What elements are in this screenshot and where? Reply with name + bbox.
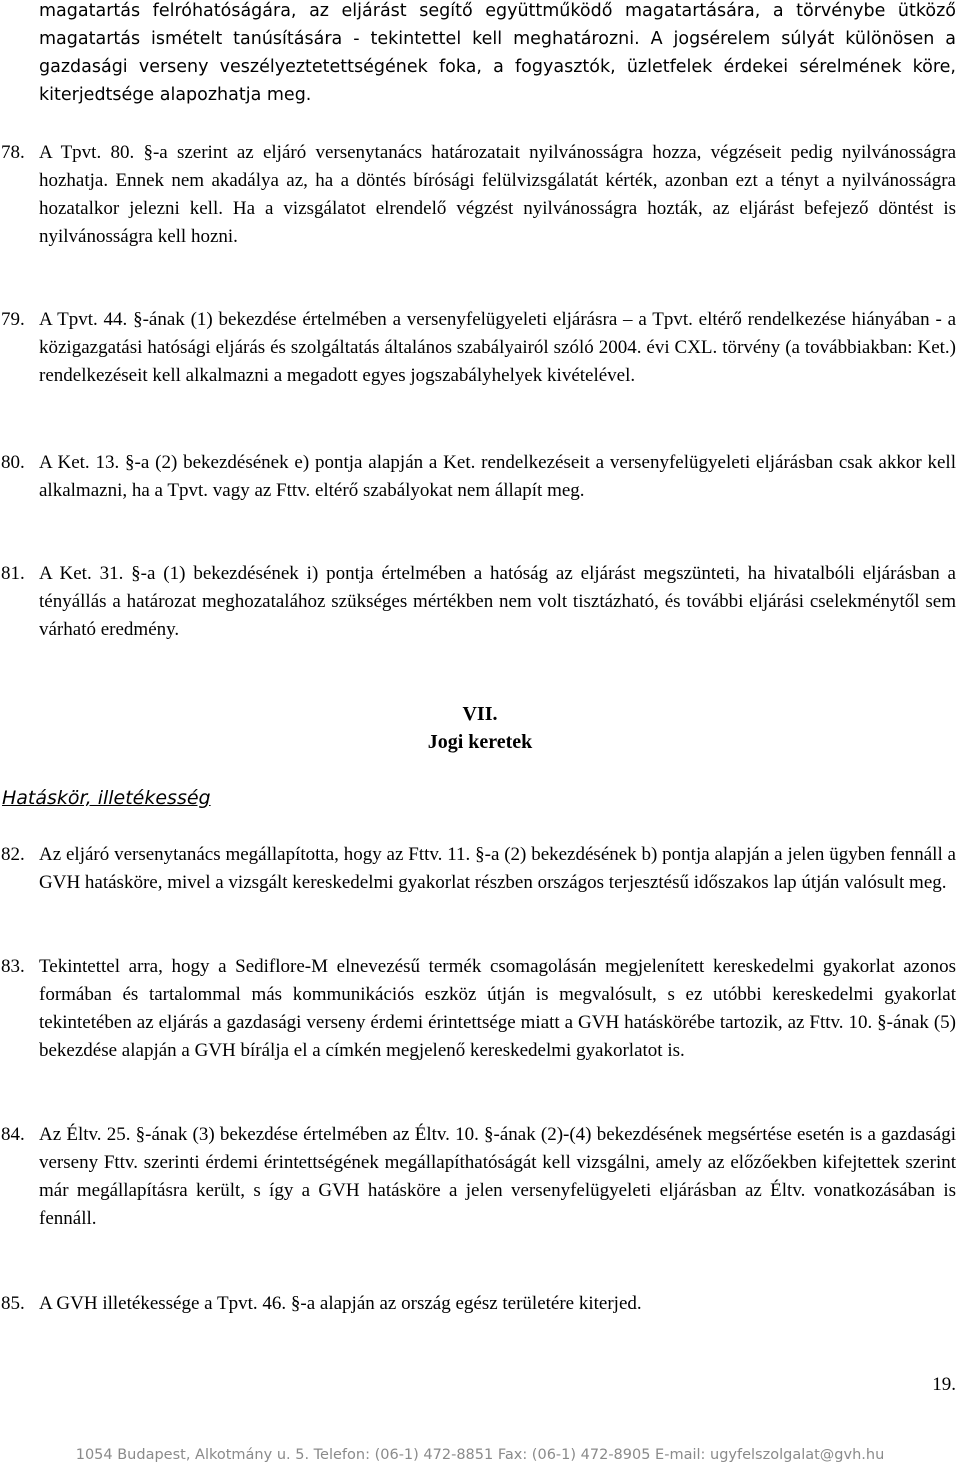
paragraph-text: magatartás felróhatóságára, az eljárást segítő együttműködő magatartására, a törvénybe ütköző magatartás ismételt tanúsítására - tekintettel kell meghatározni. A jogsérelem súlyát különösen a gazdasági verseny veszélyeztetettségének foka, a fogyasztók, üzletfelek érdekei sérelmének köre, kiterjedtsége alapozhatja meg. [39, 1, 956, 105]
paragraph-number: 78. [1, 142, 25, 163]
page-footer: 1054 Budapest, Alkotmány u. 5. Telefon: (06-1) 472-8851 Fax: (06-1) 472-8905 E-mail: ugyfelszolgalat@gvh.hu [75, 1447, 885, 1463]
paragraph-80 [1, 449, 956, 505]
section-subheading: Hatáskör, illetékesség [2, 787, 211, 809]
paragraph-81 [1, 560, 956, 644]
chapter-heading [0, 700, 960, 756]
paragraph-text: Az Éltv. 25. §-ának (3) bekezdése értelmében az Éltv. 10. §-ának (2)-(4) bekezdésének megsértése esetén is a gazdasági verseny Fttv. szerinti érdemi érintettségének megállapíthatóságát kell vizsgálni, amely az előzőekben kifejtettek szerint már megállapításra került, s így a GVH hatásköre a jelen versenyfelügyeleti eljárásban az Éltv. vonatkozásában is fennáll. [39, 1124, 956, 1229]
paragraph-number: 83. [1, 956, 25, 977]
paragraph-text: Az eljáró versenytanács megállapította, hogy az Fttv. 11. §-a (2) bekezdésének b) pontja alapján a jelen ügyben fennáll a GVH hatásköre, mivel a vizsgált kereskedelmi gyakorlat részben országos terjesztésű időszakos lap útján valósult meg. [39, 844, 956, 893]
paragraph-text: A Ket. 13. §-a (2) bekezdésének e) pontja alapján a Ket. rendelkezéseit a versenyfelügyeleti eljárásban csak akkor kell alkalmazni, ha a Tpvt. vagy az Fttv. eltérő szabályokat nem állapít meg. [39, 452, 956, 501]
page-number: 19. [932, 1374, 956, 1395]
paragraph-text: A Ket. 31. §-a (1) bekezdésének i) pontja értelmében a hatóság az eljárást megszünteti, ha hivatalbóli eljárásban a tényállás a határozat meghozatalához szükséges mértékben nem volt tisztázható, és további eljárási cselekménytől sem várható eredmény. [39, 563, 956, 640]
paragraph-number: 85. [1, 1293, 25, 1314]
paragraph-78 [1, 139, 956, 251]
chapter-title: Jogi keretek [427, 731, 533, 753]
paragraph-text: A Tpvt. 80. §-a szerint az eljáró versenytanács határozatait nyilvánosságra hozza, végzéseit pedig nyilvánosságra hozhatja. Ennek nem akadálya az, ha a döntés bírósági felülvizsgálatát kérték, azonban ezt a tényt a nyilvánosságra hozatalkor jelezni kell. Ha a vizsgálatot elrendelő végzést nyilvánosságra hozták, az eljárást befejező döntést is nyilvánosságra kell hozni. [39, 142, 956, 247]
paragraph-text: A GVH illetékessége a Tpvt. 46. §-a alapján az ország egész területére kiterjed. [39, 1293, 642, 1314]
paragraph-number: 82. [1, 844, 25, 865]
paragraph-number: 79. [1, 309, 25, 330]
paragraph-text: A Tpvt. 44. §-ának (1) bekezdése értelmében a versenyfelügyeleti eljárásra – a Tpvt. eltérő rendelkezése hiányában - a közigazgatási hatósági eljárás és szolgáltatás általános szabályairól szóló 2004. évi CXL. törvény (a továbbiakban: Ket.) rendelkezéseit kell alkalmazni a megadott egyes jogszabályhelyek kivételével. [39, 309, 956, 386]
paragraph-84 [1, 1121, 956, 1233]
paragraph-text: Tekintettel arra, hogy a Sediflore-M elnevezésű termék csomagolásán megjelenített kereskedelmi gyakorlat azonos formában és tartalommal más kommunikációs eszköz útján is megvalósult, s ez utóbbi kereskedelmi gyakorlat tekintetében az eljárás a gazdasági verseny érdemi érintettsége miatt a GVH hatáskörébe tartozik, az Fttv. 10. §-ának (5) bekezdése alapján a GVH bírálja el a címkén megjelenő kereskedelmi gyakorlatot is. [39, 956, 956, 1061]
paragraph-79 [1, 306, 956, 390]
paragraph-continued [39, 0, 956, 109]
paragraph-number: 84. [1, 1124, 25, 1145]
chapter-numeral: VII. [462, 703, 498, 725]
paragraph-number: 80. [1, 452, 25, 473]
paragraph-85 [1, 1290, 956, 1318]
paragraph-83 [1, 953, 956, 1065]
paragraph-82 [1, 841, 956, 897]
paragraph-number: 81. [1, 563, 25, 584]
